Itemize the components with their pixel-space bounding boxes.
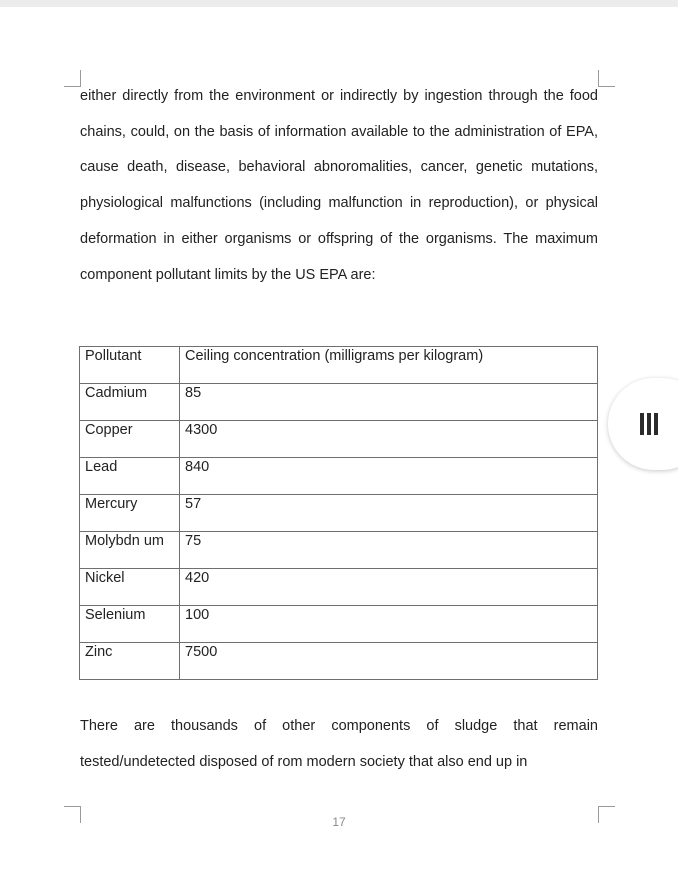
pollutant-limits-table bbox=[79, 346, 598, 680]
table-row bbox=[80, 384, 598, 421]
table-row bbox=[80, 643, 598, 680]
concentration-cell: 7500 bbox=[180, 643, 598, 680]
table-row bbox=[80, 495, 598, 532]
table-row bbox=[80, 532, 598, 569]
pollutant-cell: Mercury bbox=[80, 495, 180, 532]
pollutant-cell: Nickel bbox=[80, 569, 180, 606]
column-header-ceiling-concentration: Ceiling concentration (milligrams per kilogram) bbox=[180, 347, 598, 384]
concentration-cell: 100 bbox=[180, 606, 598, 643]
pollutant-cell: Cadmium bbox=[80, 384, 180, 421]
concentration-cell: 85 bbox=[180, 384, 598, 421]
pollutant-cell: Molybdn um bbox=[80, 532, 180, 569]
body-paragraph: either directly from the environment or indirectly by ingestion through the food chains, could, on the basis of information available to the administration of EPA, cause death, disease, behavioral abnoromalities, cancer, genetic mutations, physiological malfunctions (including malfunction in reproduction), or physical deformation in either organisms or offspring of the organisms. The maximum component pollutant limits by the US EPA are: bbox=[80, 88, 598, 283]
concentration-cell: 75 bbox=[180, 532, 598, 569]
page-corner-mark-top-right bbox=[598, 70, 615, 87]
pollutant-cell: Lead bbox=[80, 458, 180, 495]
menu-icon bbox=[640, 413, 658, 435]
table-row bbox=[80, 421, 598, 458]
pollutant-cell: Zinc bbox=[80, 643, 180, 680]
concentration-cell: 840 bbox=[180, 458, 598, 495]
concentration-cell: 420 bbox=[180, 569, 598, 606]
page-corner-mark-top-left bbox=[64, 70, 81, 87]
concentration-cell: 57 bbox=[180, 495, 598, 532]
table-row bbox=[80, 606, 598, 643]
page-number: 17 bbox=[332, 815, 346, 829]
menu-button[interactable] bbox=[608, 378, 678, 470]
table-row bbox=[80, 458, 598, 495]
pollutant-cell: Copper bbox=[80, 421, 180, 458]
pollutant-cell: Selenium bbox=[80, 606, 180, 643]
body-paragraph: There are thousands of other components of sludge that remain tested/undetected disposed of rom modern society that also end up in bbox=[80, 718, 598, 770]
table-header-row bbox=[80, 347, 598, 384]
column-header-pollutant: Pollutant bbox=[80, 347, 180, 384]
table-row bbox=[80, 569, 598, 606]
top-bar bbox=[0, 0, 678, 7]
concentration-cell: 4300 bbox=[180, 421, 598, 458]
